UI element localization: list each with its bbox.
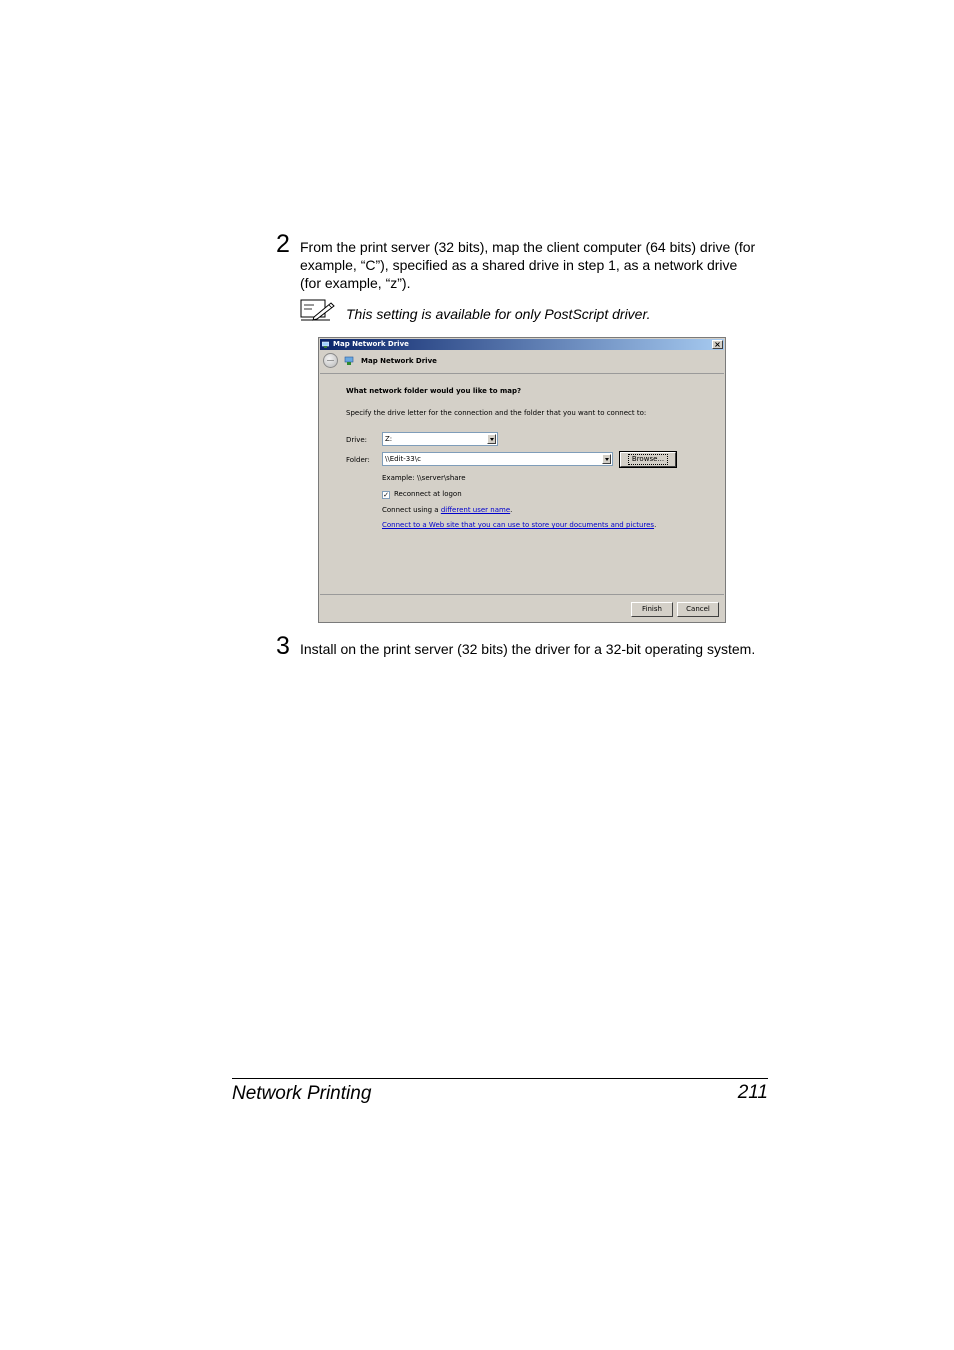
wizard-content	[320, 373, 724, 595]
wizard-heading: What network folder would you like to map?	[346, 387, 522, 395]
step-2-line-1: From the print server (32 bits), map the client computer (64 bits) drive (for	[300, 239, 756, 255]
step-2-line-2: example, “C”), specified as a shared drive in step 1, as a network drive	[300, 257, 738, 273]
reconnect-label: Reconnect at logon	[394, 490, 462, 498]
wizard-intro: Specify the drive letter for the connection and the folder that you want to connect to:	[346, 409, 647, 417]
note-pencil-icon	[300, 299, 336, 323]
step-2-line-3: (for example, “z”).	[300, 275, 411, 291]
connect-suffix: .	[510, 506, 513, 514]
connect-different-user	[382, 506, 512, 514]
finish-button[interactable]: Finish	[631, 602, 673, 617]
network-drive-icon	[322, 341, 329, 348]
drive-select[interactable]	[382, 432, 498, 446]
step-3-number: 3	[276, 632, 290, 660]
map-network-drive-dialog	[318, 337, 726, 623]
folder-value: \\Edit-33\c	[385, 455, 421, 463]
browse-button[interactable]	[620, 452, 676, 467]
drive-label: Drive:	[346, 436, 368, 444]
browse-button-label: Browse...	[628, 454, 668, 465]
step-2-number: 2	[276, 230, 290, 258]
close-button[interactable]: ×	[712, 340, 723, 349]
folder-label: Folder:	[346, 456, 370, 464]
drive-value: Z:	[385, 435, 393, 443]
different-user-link[interactable]: different user name	[440, 506, 511, 514]
folder-combobox[interactable]	[382, 452, 613, 466]
page-number: 211	[737, 1082, 768, 1103]
website-connect	[382, 521, 656, 529]
folder-example: Example: \\server\share	[382, 474, 466, 482]
reconnect-checkbox[interactable]: ✓	[383, 491, 389, 499]
dialog-titlebar	[320, 339, 724, 350]
back-arrow-icon[interactable]	[323, 353, 338, 368]
wizard-navbar	[320, 351, 724, 371]
wizard-title: Map Network Drive	[361, 357, 437, 365]
chevron-down-icon[interactable]	[487, 434, 496, 444]
website-suffix: .	[654, 521, 657, 529]
step-3-text: Install on the print server (32 bits) the driver for a 32-bit operating system.	[300, 641, 756, 657]
website-link[interactable]: Connect to a Web site that you can use to store your documents and pictures	[382, 521, 655, 529]
network-drive-icon	[344, 356, 355, 366]
footer-rule	[232, 1078, 768, 1079]
connect-prefix: Connect using a	[382, 506, 441, 514]
note-text: This setting is available for only PostScript driver.	[346, 306, 651, 322]
dialog-title: Map Network Drive	[333, 340, 409, 348]
chevron-down-icon[interactable]	[602, 454, 611, 464]
cancel-button[interactable]: Cancel	[677, 602, 719, 617]
footer-section-title: Network Printing	[232, 1083, 372, 1104]
